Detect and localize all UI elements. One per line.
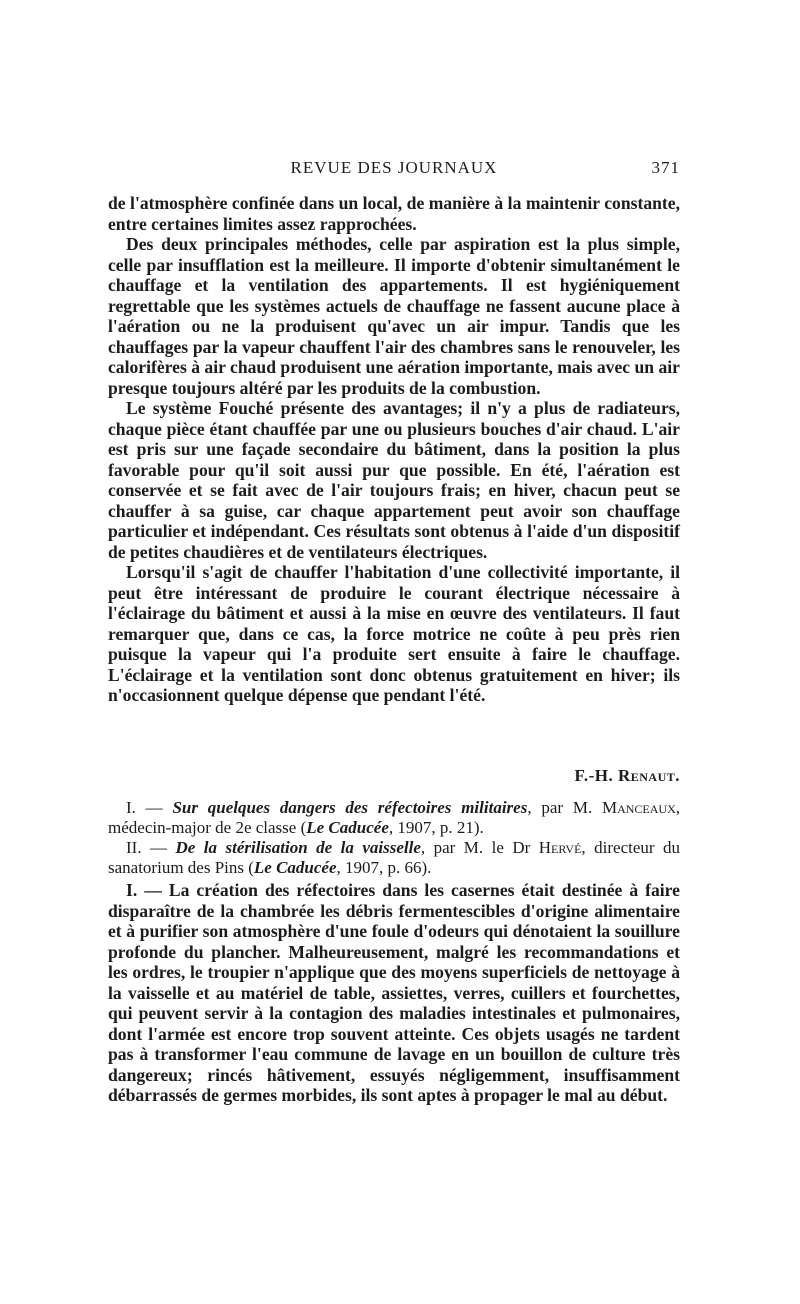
reference-author: Manceaux — [601, 798, 676, 817]
article-body-section-2 — [108, 880, 680, 1106]
paragraph: Le système Fouché présente des avantages; il n'y a plus de radiateurs, chaque pièce étant chauffée par une ou plusieurs bouches d'air chaud. L'air est pris sur une façade secondaire du bâtiment, dans la position la plus favorable pour qu'il soit aussi pur que possible. En été, l'aération est conservée et se fait avec de l'air toujours frais; en hiver, chacun peut se chauffer à sa guise, car chaque appartement peut avoir son chauffage particulier et indépendant. Ces résultats sont obtenus à l'aide d'un dispositif de petites chaudières et de ventilateurs électriques. — [108, 398, 680, 562]
page-number: 371 — [651, 158, 680, 177]
reference-title: Sur quelques dangers des réfectoires militaires — [172, 798, 528, 817]
author-signature: F.-H. Renaut. — [574, 766, 680, 785]
reference-author-prefix: , par M. le Dr — [420, 838, 539, 857]
paragraph: I. — La création des réfectoires dans les casernes était destinée à faire disparaître de la chambrée les débris fermentescibles d'origine alimentaire et à purifier son atmosphère d'une foule d'odeurs qui dénotaient la souillure profonde du plancher. Malheureusement, malgré les recommandations et les ordres, le troupier n'applique que des moyens superficiels de nettoyage à la vaisselle et au matériel de table, assiettes, verres, cuillers et fourchettes, qui peuvent servir à la contagion des maladies intestinales et pulmonaires, dont l'armée est encore trop souvent atteinte. Ces objets usagés ne tardent pas à transformer l'eau commune de lavage en un bouillon de culture très dangereux; rincés hâtivement, essuyés négligemment, insuffisamment débarrassés de germes morbides, ils sont aptes à propager le mal au début. — [108, 880, 680, 1105]
running-title: REVUE DES JOURNAUX — [290, 158, 498, 177]
reference-author-prefix: , par M. — [527, 798, 602, 817]
reference-details: , médecin-major de 2e classe ( — [108, 798, 680, 837]
reference-number: II. — — [126, 838, 176, 857]
reference-citation: , 1907, p. 21). — [388, 818, 484, 837]
reference-title: De la stérilisation de la vaisselle — [175, 838, 421, 857]
reference-journal: Le Caducée — [253, 858, 337, 877]
paragraph: Des deux principales méthodes, celle par aspiration est la plus simple, celle par insufflation est la meilleure. Il importe d'obtenir simultanément le chauffage et la ventilation des appartements. Il est hygiéniquement regrettable que les systèmes actuels de chauffage ne fassent aucune place à l'aération ou ne la produisent qu'avec un air impur. Tandis que les chauffages par la vapeur chauffent l'air des chambres sans le renouveler, les calorifères à air chaud produisent une aération importante, mais avec un air presque toujours altéré par les produits de la combustion. — [108, 234, 680, 398]
running-head — [108, 158, 680, 182]
reference-author: Hervé — [538, 838, 582, 857]
paragraph: de l'atmosphère confinée dans un local, de manière à la maintenir constante, entre certaines limites assez rapprochées. — [108, 193, 680, 234]
reference-item — [108, 798, 680, 838]
article-body-section-1 — [108, 193, 680, 706]
reference-item — [108, 838, 680, 878]
reference-journal: Le Caducée — [306, 818, 389, 837]
reference-citation: , 1907, p. 66). — [336, 858, 432, 877]
reference-details: , directeur du sanatorium des Pins ( — [108, 838, 681, 877]
references-list — [108, 798, 680, 878]
reference-number: I. — — [126, 798, 173, 817]
paragraph: Lorsqu'il s'agit de chauffer l'habitation d'une collectivité importante, il peut être intéressant de produire le courant électrique nécessaire à l'éclairage du bâtiment et aussi à la mise en œuvre des ventilateurs. Il faut remarquer que, dans ce cas, la force motrice ne coûte à peu près rien puisque la vapeur qui l'a produite sert ensuite à faire le chauffage. L'éclairage et la ventilation sont donc obtenus gratuitement en hiver; ils n'occasionnent quelque dépense que pendant l'été. — [108, 562, 680, 705]
